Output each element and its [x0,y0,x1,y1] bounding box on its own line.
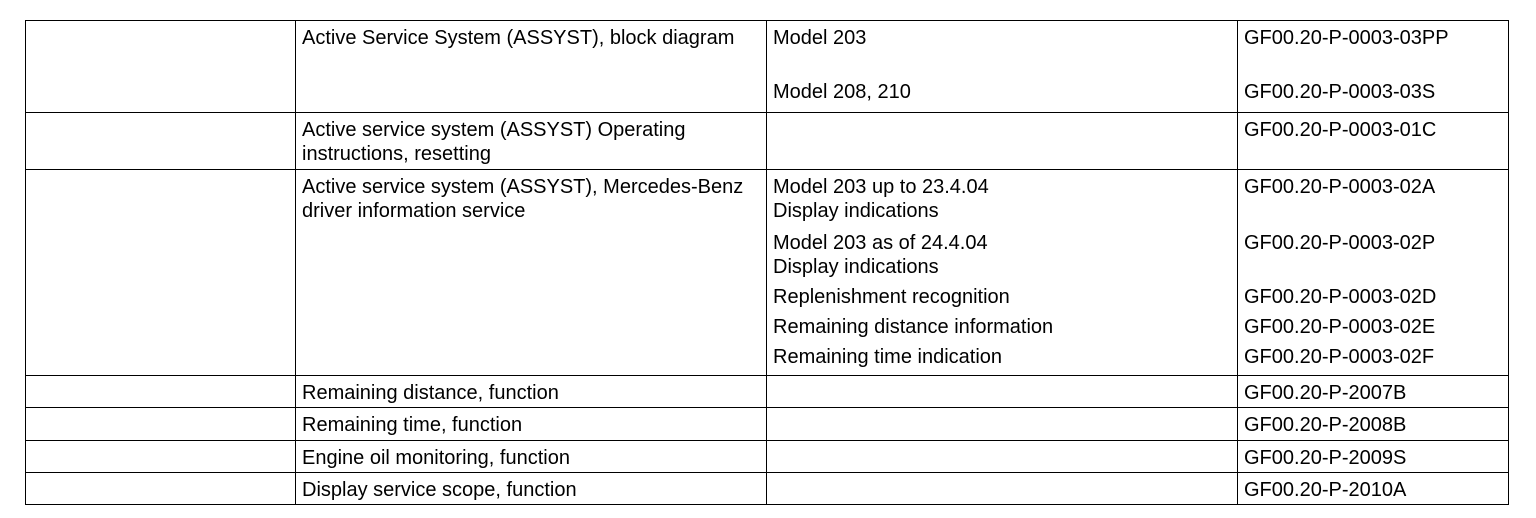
document-number: GF00.20-P-0003-01C [1244,119,1437,141]
topic-cell [296,376,767,408]
model-cell [767,376,1238,408]
model-cell [767,21,1238,113]
blank-cell [26,113,296,170]
model-label: Remaining time indication [773,346,1003,368]
reference-table [25,20,1509,505]
table-row [26,441,1509,473]
blank-cell [26,473,296,505]
blank-cell [26,170,296,376]
model-label: Model 203 up to 23.4.04 [773,176,989,198]
model-label: Remaining distance information [773,316,1054,338]
topic-cell [296,113,767,170]
table-row [26,113,1509,170]
model-label: Model 208, 210 [773,81,911,103]
model-label: Replenishment recognition [773,286,1010,308]
document-number: GF00.20-P-2009S [1244,447,1407,469]
document-cell [1238,376,1509,408]
topic-title: Active service system (ASSYST) Operating instructions, resetting [302,119,686,165]
model-cell [767,441,1238,473]
topic-title: Remaining distance, function [302,382,559,404]
model-sublabel: Display indications [773,256,939,278]
topic-title: Engine oil monitoring, function [302,447,570,469]
blank-cell [26,21,296,113]
model-label: Model 203 [773,27,867,49]
document-cell [1238,21,1509,113]
table-row [26,376,1509,408]
model-cell [767,170,1238,376]
topic-title: Display service scope, function [302,479,577,501]
topic-cell [296,170,767,376]
table-row [26,408,1509,441]
topic-cell [296,473,767,505]
document-number: GF00.20-P-2008B [1244,414,1407,436]
document-number: GF00.20-P-0003-03S [1244,81,1436,103]
topic-title: Remaining time, function [302,414,523,436]
document-number: GF00.20-P-0003-02D [1244,286,1437,308]
document-number: GF00.20-P-0003-02A [1244,176,1436,198]
model-sublabel: Display indications [773,200,939,222]
blank-cell [26,408,296,441]
document-number: GF00.20-P-0003-03PP [1244,27,1449,49]
document-cell [1238,441,1509,473]
model-cell [767,408,1238,441]
document-cell [1238,170,1509,376]
topic-title: Active service system (ASSYST), Mercedes-Benz driver information service [302,176,744,222]
document-number: GF00.20-P-0003-02P [1244,232,1436,254]
topic-cell [296,21,767,113]
topic-cell [296,441,767,473]
table-row [26,170,1509,376]
document-cell [1238,113,1509,170]
document-number: GF00.20-P-2007B [1244,382,1407,404]
topic-cell [296,408,767,441]
document-cell [1238,408,1509,441]
document-number: GF00.20-P-0003-02F [1244,346,1435,368]
document-cell [1238,473,1509,505]
topic-title: Active Service System (ASSYST), block diagram [302,27,735,49]
model-label: Model 203 as of 24.4.04 [773,232,988,254]
model-cell [767,473,1238,505]
document-number: GF00.20-P-2010A [1244,479,1407,501]
table-row [26,473,1509,505]
table-row [26,21,1509,113]
blank-cell [26,441,296,473]
model-cell [767,113,1238,170]
blank-cell [26,376,296,408]
document-number: GF00.20-P-0003-02E [1244,316,1436,338]
